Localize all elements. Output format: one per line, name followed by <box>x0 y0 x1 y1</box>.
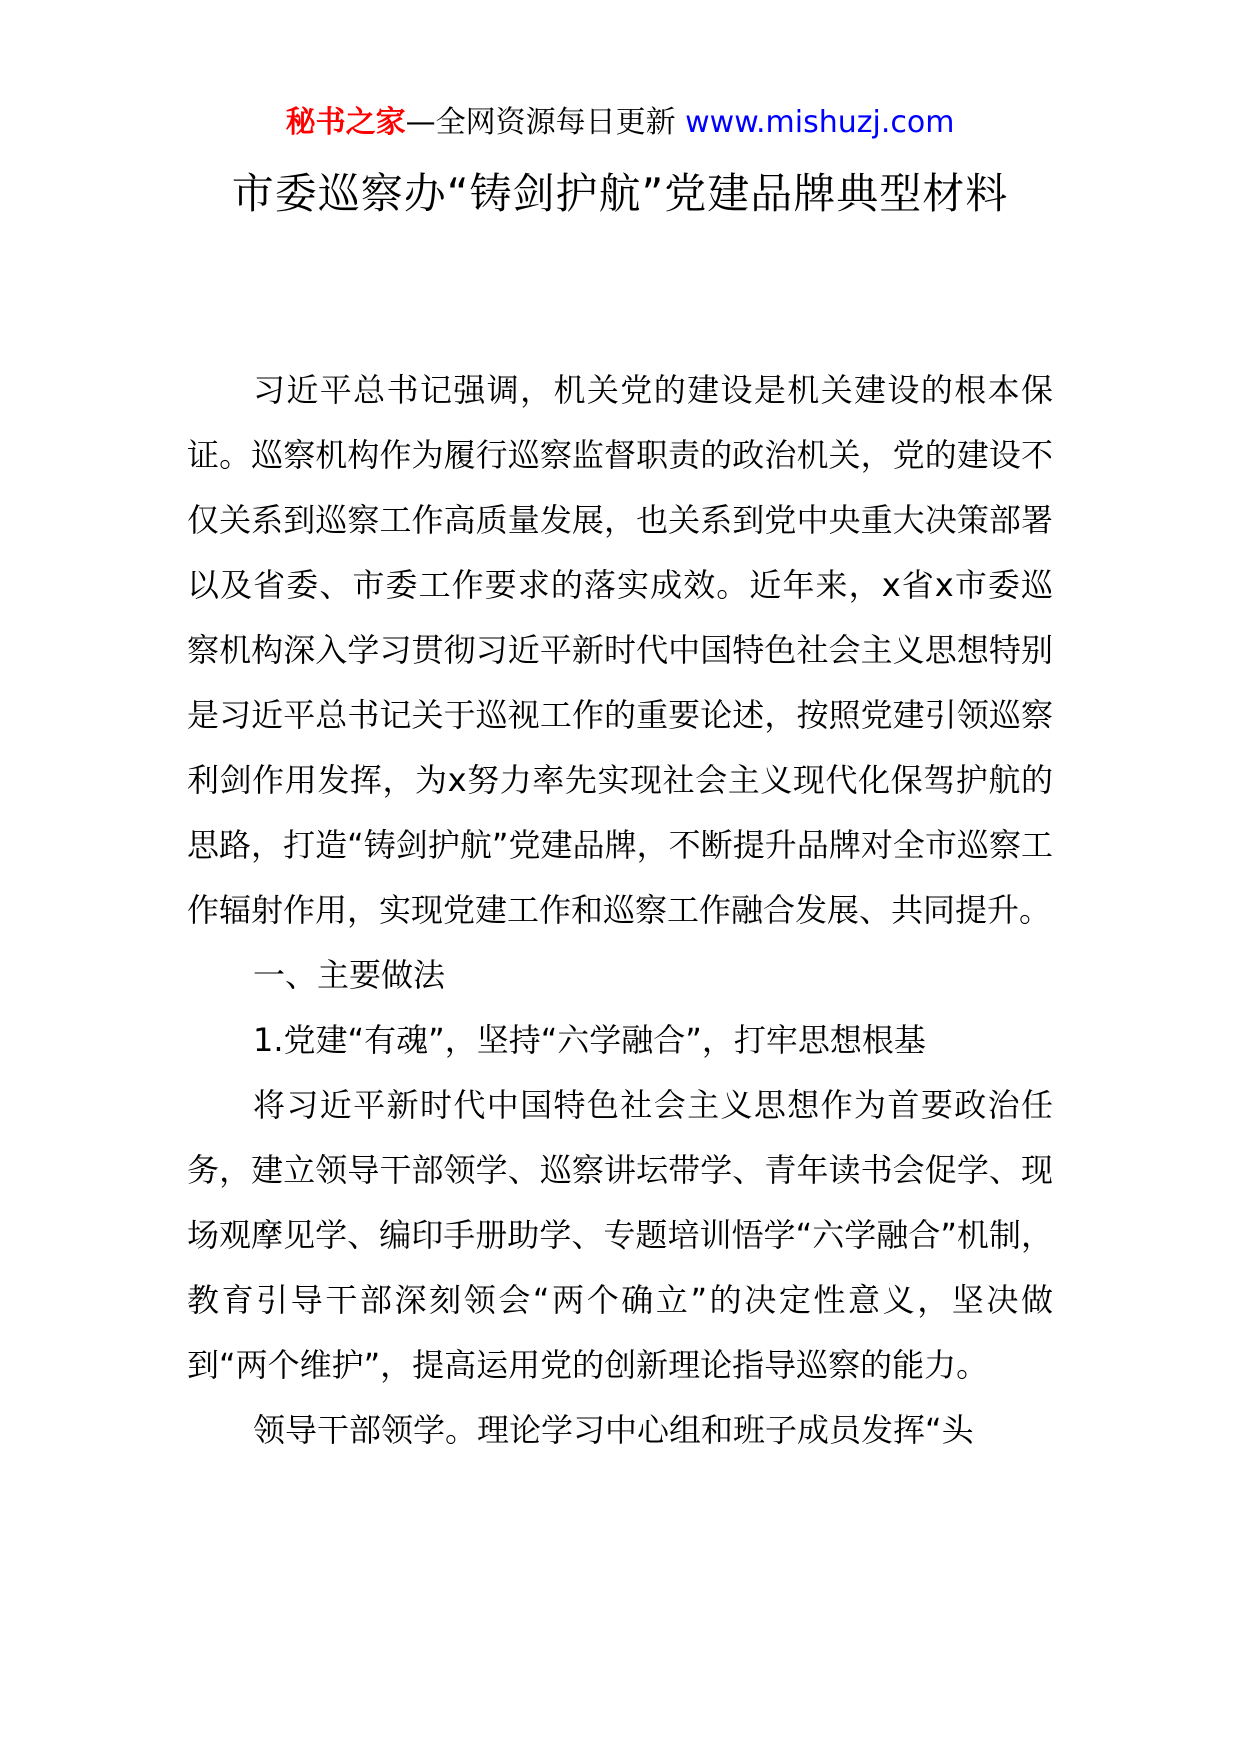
subsection-heading: 1.党建“有魂”，坚持“六学融合”，打牢思想根基 <box>253 1021 926 1059</box>
intro-paragraph: 习近平总书记强调，机关党的建设是机关建设的根本保证。巡察机构作为履行巡察监督职责的政治机关，党的建设不仅关系到巡察工作高质量发展，也关系到党中央重大决策部署以及省委、市委工作要求的落实成效。近年来，x省x市委巡察机构深入学习贯彻习近平新时代中国特色社会主义思想特别是习近平总书记关于巡视工作的重要论述，按照党建引领巡察利剑作用发挥，为x努力率先实现社会主义现代化保驾护航的思路，打造“铸剑护航”党建品牌，不断提升品牌对全市巡察工作辐射作用，实现党建工作和巡察工作融合发展、共同提升。 <box>187 371 1053 929</box>
body-paragraph: 将习近平新时代中国特色社会主义思想作为首要政治任务，建立领导干部领学、巡察讲坛带学、青年读书会促学、现场观摩见学、编印手册助学、专题培训悟学“六学融合”机制，教育引导干部深刻领会“两个确立”的决定性意义，坚决做到“两个维护”，提高运用党的创新理论指导巡察的能力。 <box>187 1086 1053 1384</box>
site-header <box>0 100 1240 146</box>
site-url-link[interactable]: www.mishuzj.com <box>685 105 955 140</box>
site-brand: 秘书之家 <box>285 105 406 140</box>
body-paragraph: 领导干部领学。理论学习中心组和班子成员发挥“头 <box>253 1411 974 1449</box>
document-title: 市委巡察办“铸剑护航”党建品牌典型材料 <box>231 169 1009 218</box>
site-tagline: —全网资源每日更新 <box>405 105 676 140</box>
section-heading: 一、主要做法 <box>253 956 446 994</box>
document-body <box>187 358 1053 1463</box>
